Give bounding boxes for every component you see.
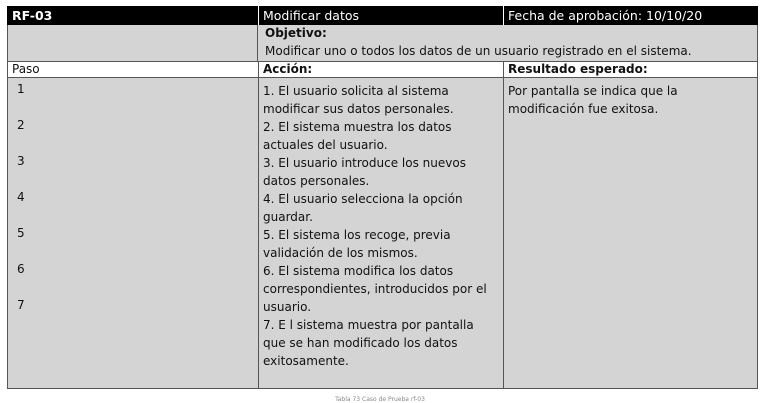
table-caption: Tabla 73 Caso de Prueba rf-03 <box>335 396 425 403</box>
action-item: 3. El usuario introduce los nuevos datos personales. <box>263 156 466 188</box>
column-action: Acción: <box>258 62 503 77</box>
requirement-table <box>7 6 758 389</box>
column-result: Resultado esperado: <box>503 62 757 77</box>
column-header-row <box>7 62 758 78</box>
action-item: 4. El usuario selecciona la opción guardar. <box>263 192 463 224</box>
step-number: 2 <box>17 118 25 132</box>
step-number: 7 <box>17 298 25 312</box>
column-step: Paso <box>12 62 40 76</box>
requirement-name: Modificar datos <box>258 6 503 25</box>
requirement-id: RF-03 <box>12 8 53 23</box>
step-number: 4 <box>17 190 25 204</box>
action-item: 1. El usuario solicita al sistema modificar sus datos personales. <box>263 84 454 116</box>
steps-body-row <box>7 78 758 389</box>
step-number: 5 <box>17 226 25 240</box>
objective-empty-cell <box>8 25 258 61</box>
objective-text: Modificar uno o todos los datos de un usuario registrado en el sistema. <box>265 44 692 58</box>
approval-date: Fecha de aprobación: 10/10/20 <box>503 6 757 25</box>
step-number: 1 <box>17 82 25 96</box>
action-item: 6. El sistema modifica los datos correspondientes, introducidos por el usuario. <box>263 264 487 314</box>
step-number: 3 <box>17 154 25 168</box>
action-item: 7. E l sistema muestra por pantalla que se han modificado los datos exitosamente. <box>263 318 474 368</box>
table-header-row <box>7 6 758 25</box>
action-item: 5. El sistema los recoge, previa validación de los mismos. <box>263 228 451 260</box>
action-item: 2. El sistema muestra los datos actuales del usuario. <box>263 120 452 152</box>
objective-title: Objetivo: <box>265 26 327 40</box>
step-number: 6 <box>17 262 25 276</box>
objective-row <box>7 25 758 62</box>
step-numbers-cell <box>8 78 258 388</box>
actions-cell <box>258 78 503 388</box>
expected-result-cell: Por pantalla se indica que la modificación fue exitosa. <box>503 78 757 388</box>
